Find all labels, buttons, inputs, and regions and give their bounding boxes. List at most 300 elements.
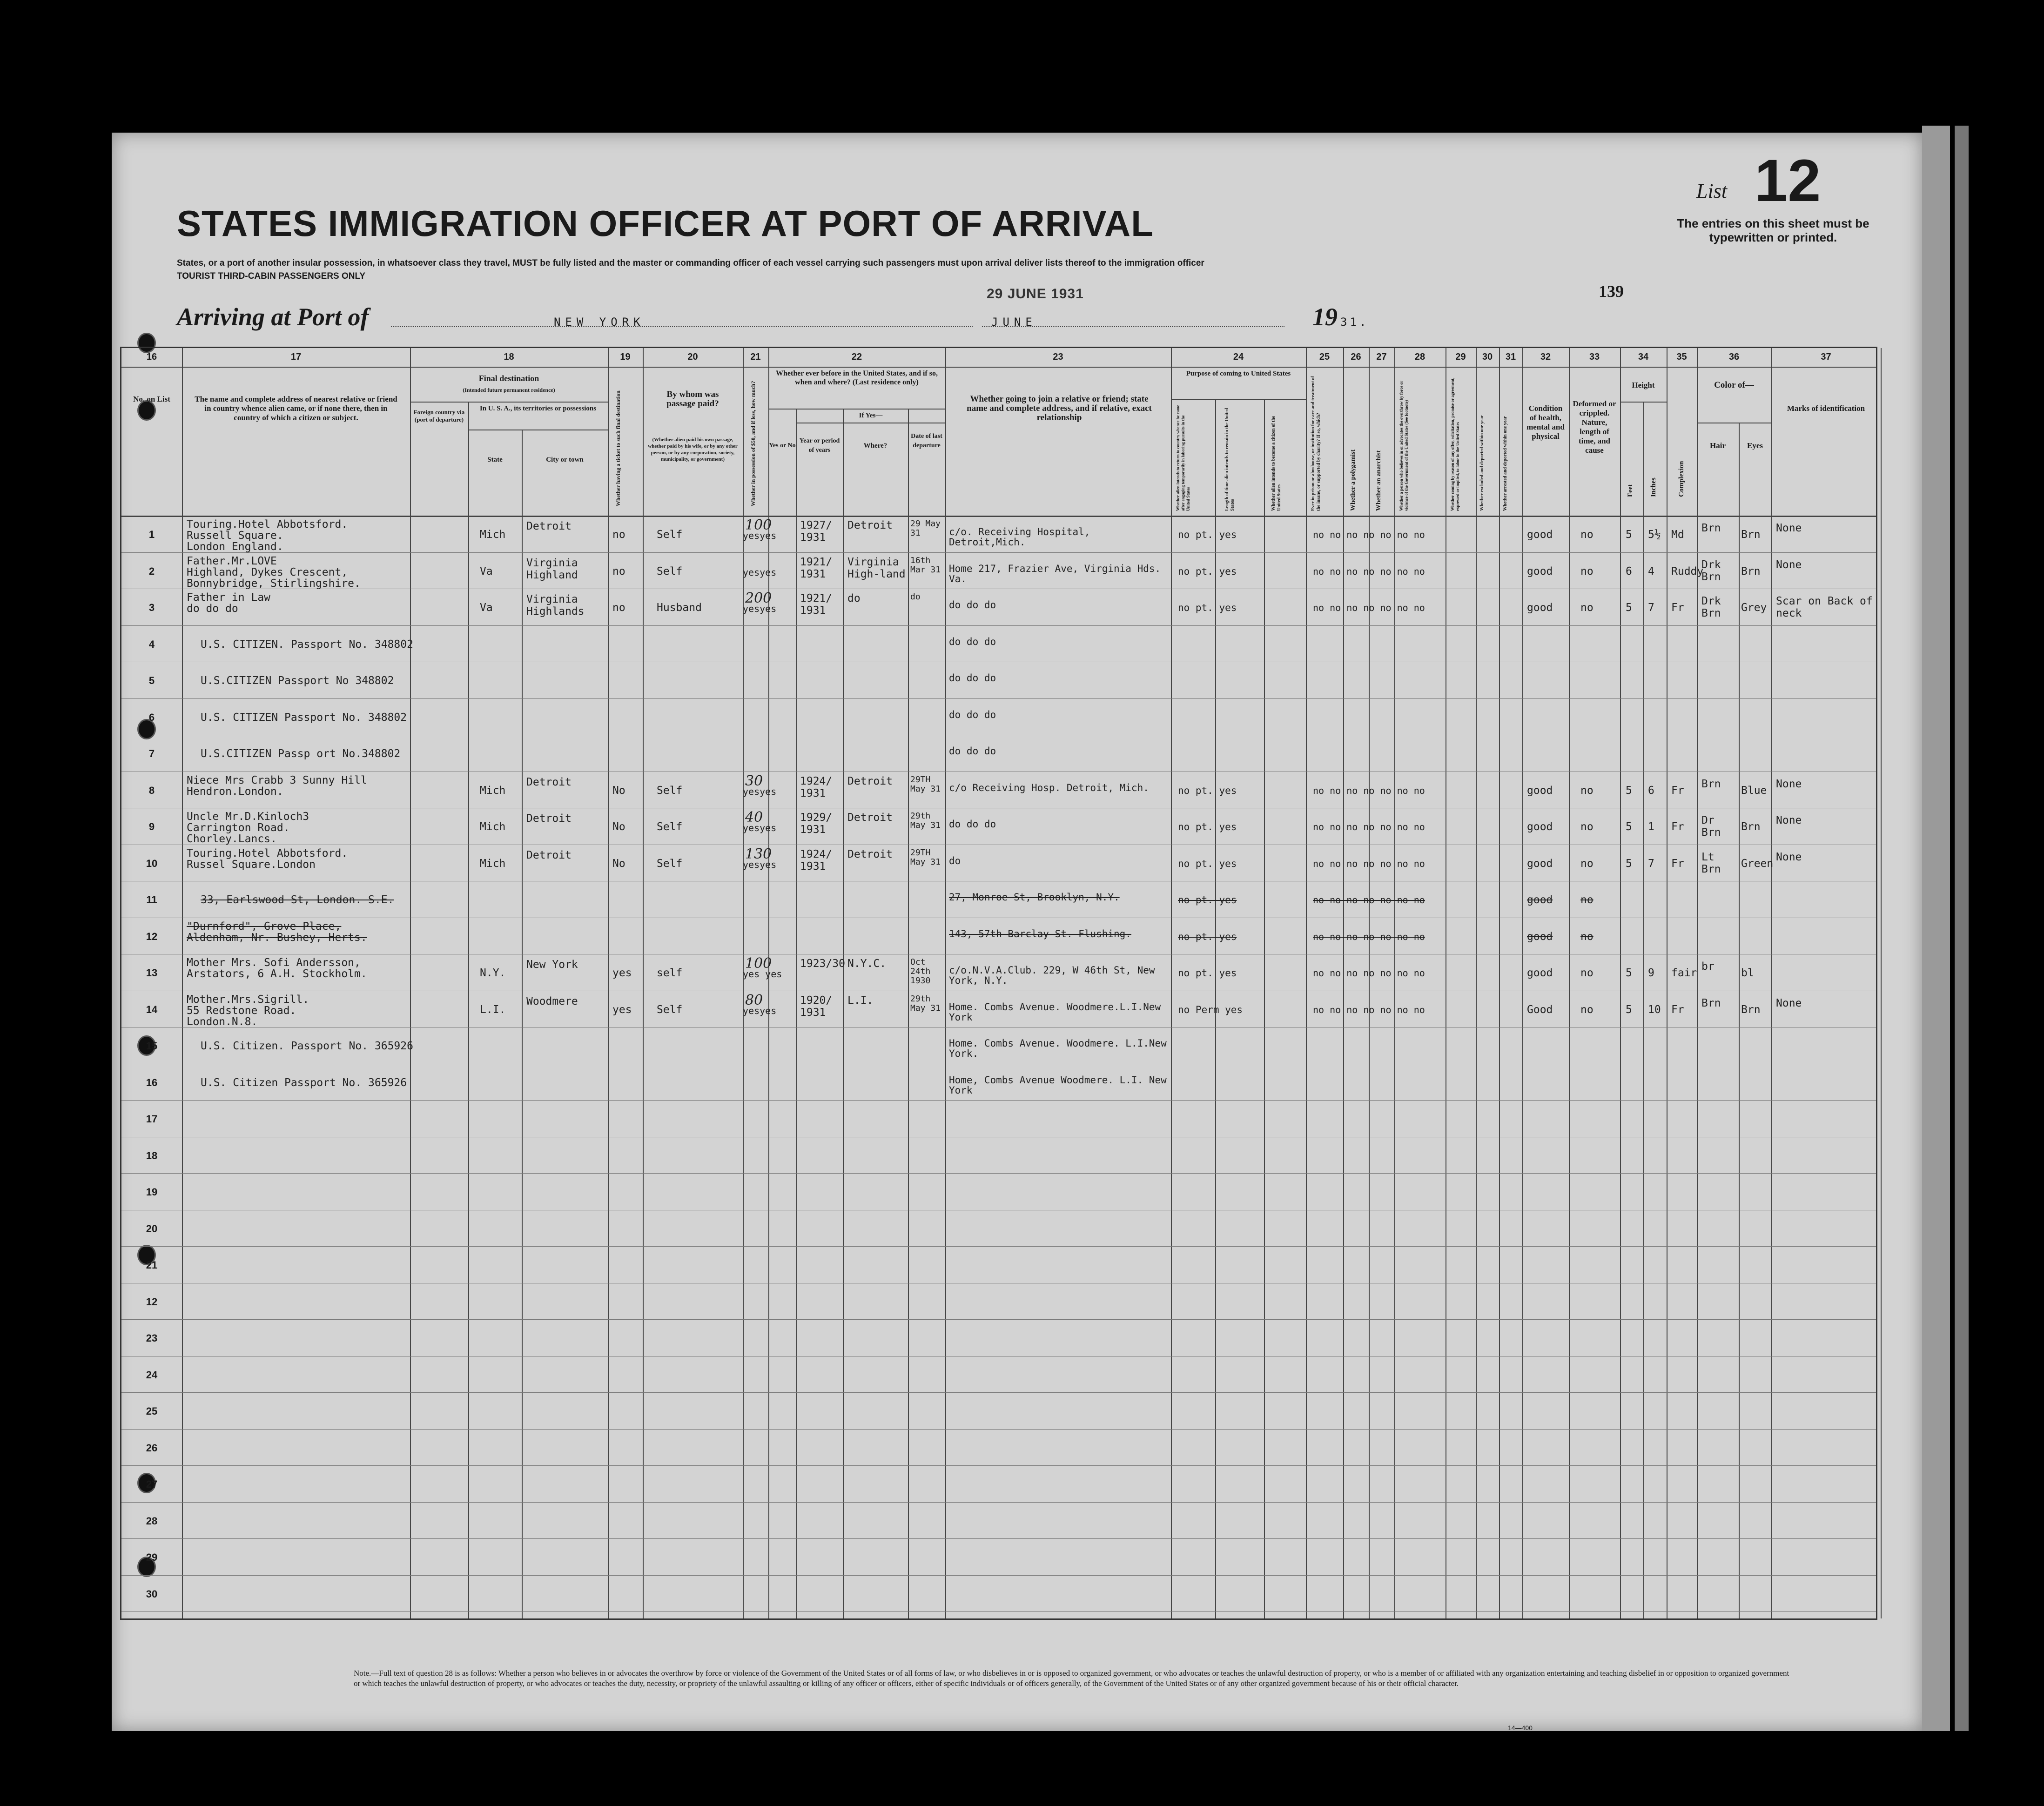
col-num-33: 33	[1589, 352, 1600, 362]
deformed-cell: no	[1580, 1003, 1594, 1016]
inches-cell: 7	[1648, 857, 1654, 870]
col-num-18: 18	[504, 352, 514, 362]
col-num-24: 24	[1233, 352, 1244, 362]
eyes-cell: Blue	[1741, 784, 1767, 797]
relative-address-line: Touring.Hotel Abbotsford.	[187, 847, 348, 859]
col-line	[608, 348, 609, 1618]
relative-address-line: U.S.CITIZEN Passp ort No.348802	[201, 748, 401, 760]
row-number: 29	[146, 1551, 158, 1563]
hdr-join-relative: Whether going to join a relative or friend; state name and complete address, and if relative, exact relationship	[967, 394, 1152, 423]
hdr-hair: Hair	[1710, 441, 1726, 450]
feet-cell: 5	[1626, 1003, 1632, 1016]
inches-cell: 9	[1648, 967, 1654, 979]
col-line	[643, 348, 644, 1618]
row-number: 11	[146, 894, 157, 906]
city-cell: New York	[526, 959, 578, 971]
relative-address-line: Uncle Mr.D.Kinloch3	[187, 811, 309, 823]
where-cell: L.I.	[847, 994, 874, 1007]
hair-cell: Lt Brn	[1701, 851, 1721, 875]
hdr-prison: Ever in prison or almshouse, or institution for care and treatment of the insane, or supported by charity? If so, which?	[1311, 376, 1321, 511]
yesno-cell: yesyes	[743, 603, 777, 614]
paid-cell: Husband	[657, 602, 702, 614]
year-cell: 1929/ 1931	[800, 812, 833, 836]
row-number: 18	[146, 1149, 158, 1161]
row-number: 12	[146, 1296, 158, 1308]
hdr-purpose-citizen: Whether alien intends to become a citizen of the United States	[1271, 416, 1282, 511]
ticket-cell: No	[612, 784, 625, 797]
deformed-cell: no	[1580, 857, 1594, 870]
col-line	[468, 402, 469, 1618]
row-rule	[121, 1575, 1876, 1576]
hdr-purpose-return: Whether alien intends to return to country whence he came after engaging temporarily in laboring pursuits in the United States	[1176, 405, 1190, 511]
col-num-32: 32	[1540, 352, 1551, 362]
yesno-cell: yesyes	[743, 530, 777, 541]
hdr-anarchist: Whether an anarchist	[1375, 450, 1382, 511]
complexion-cell: Fr	[1671, 1003, 1684, 1016]
marks-cell: None	[1776, 814, 1802, 826]
row-number: 24	[146, 1369, 158, 1381]
col-line	[908, 409, 909, 1618]
yesno-cell: yesyes	[743, 859, 777, 870]
hdr-year: Year or period of years	[799, 437, 840, 454]
row-number: 9	[148, 821, 155, 833]
marks-cell: None	[1776, 522, 1802, 534]
col-num-26: 26	[1351, 352, 1361, 362]
col-line	[1306, 348, 1307, 1618]
year-cell: 1921/ 1931	[800, 592, 833, 617]
marks-cell: Scar on Back of neck	[1776, 595, 1873, 619]
health-cell: good	[1527, 857, 1553, 870]
row-rule	[121, 1502, 1876, 1503]
relative-address-line: Russel Square.London	[187, 858, 316, 871]
join-relative-address: 27, Monroe St, Brooklyn, N.Y.	[949, 892, 1120, 903]
row-rule	[121, 698, 1876, 699]
page-edge-right-2	[1955, 126, 1969, 1731]
hdr-height: Height	[1632, 381, 1655, 389]
relative-address-line: London England.	[187, 541, 283, 553]
date-cell: do	[910, 592, 921, 602]
complexion-cell: Fr	[1671, 602, 1684, 614]
year-cell: 1921/ 1931	[800, 556, 833, 580]
where-cell: Detroit	[847, 812, 893, 824]
complexion-cell: Fr	[1671, 821, 1684, 833]
health-cell: good	[1527, 602, 1553, 614]
state-cell: Mich	[480, 821, 506, 833]
hdr-yes-no: Yes or No	[769, 442, 796, 449]
c24-cell: no pt. yes	[1178, 565, 1237, 577]
hdr-deformed: Deformed or crippled. Nature, length of time, and cause	[1573, 399, 1616, 455]
c25-31-cell: no no no no no no no	[1313, 821, 1425, 833]
row-number: 16	[146, 1076, 158, 1088]
hdr-complexion: Complexion	[1678, 461, 1685, 497]
year-prefix: 19	[1312, 303, 1338, 331]
join-relative-address: c/o. Receiving Hospital, Detroit,Mich.	[949, 526, 1090, 548]
where-cell: Virginia High-land	[847, 556, 906, 580]
join-relative-address: do do do	[949, 709, 996, 720]
c25-31-cell: no no no no no no no	[1313, 858, 1425, 869]
col-line	[1264, 399, 1265, 1618]
inches-cell: 4	[1648, 565, 1654, 577]
row-number: 13	[146, 967, 158, 979]
row-number: 21	[146, 1259, 158, 1271]
yesno-cell: yesyes	[743, 566, 777, 578]
c24-cell: no pt. yes	[1178, 894, 1237, 906]
deformed-cell: no	[1580, 930, 1594, 943]
col-line	[182, 348, 183, 1618]
relative-address-line: Niece Mrs Crabb 3 Sunny Hill	[187, 774, 367, 786]
hdr-money: Whether in possession of $50, and if less, how much?	[750, 381, 756, 506]
inches-cell: 6	[1648, 784, 1654, 797]
state-cell: Va	[480, 602, 493, 614]
year-cell: 1924/ 1931	[800, 848, 833, 873]
sub-rule	[1171, 399, 1306, 400]
month-value: JUNE	[991, 316, 1037, 329]
row-rule	[121, 1173, 1876, 1174]
eyes-cell: Brn	[1741, 565, 1761, 577]
join-relative-address: Home. Combs Avenue. Woodmere. L.I.New York.	[949, 1038, 1167, 1059]
paid-cell: Self	[657, 565, 683, 577]
c24-cell: no pt. yes	[1178, 931, 1237, 942]
deformed-cell: no	[1580, 784, 1594, 797]
ticket-cell: no	[612, 602, 625, 614]
col-num-25: 25	[1319, 352, 1330, 362]
deformed-cell: no	[1580, 967, 1594, 979]
where-cell: Detroit	[847, 848, 893, 860]
relative-address-line: London.N.8.	[187, 1015, 258, 1028]
c25-31-cell: no no no no no no no	[1313, 894, 1425, 906]
c25-31-cell: no no no no no no no	[1313, 1004, 1425, 1015]
c25-31-cell: no no no no no no no	[1313, 967, 1425, 979]
col-line	[1771, 348, 1772, 1618]
join-relative-address: Home. Combs Avenue. Woodmere.L.I.New York	[949, 1001, 1161, 1023]
col-line	[1739, 423, 1740, 1618]
inches-cell: 1	[1648, 821, 1654, 833]
col-num-31: 31	[1505, 352, 1516, 362]
col-line	[1499, 348, 1500, 1618]
health-cell: good	[1527, 894, 1553, 906]
hair-cell: Brn	[1701, 522, 1721, 534]
hdr-before-in-us: Whether ever before in the United States, and if so, when and where? (Last residence only)	[776, 369, 938, 386]
money-cell: 130	[745, 846, 772, 862]
hdr-arrested: Whether arrested and deported within one year	[1503, 416, 1508, 511]
eyes-cell: Green	[1741, 857, 1774, 870]
join-relative-address: do do do	[949, 819, 996, 830]
list-label: List	[1696, 180, 1728, 202]
col-num-22: 22	[851, 352, 862, 362]
hdr-ticket: Whether having a ticket to such final destination	[615, 390, 621, 506]
col-num-17: 17	[290, 352, 302, 362]
yesno-cell: yesyes	[743, 1005, 777, 1016]
relative-address-line: Aldenham, Nr. Bushey, Herts.	[187, 931, 367, 944]
city-cell: Detroit	[526, 812, 572, 825]
relative-address-line: Carrington Road.	[187, 822, 290, 834]
c24-cell: no pt. yes	[1178, 529, 1237, 540]
c24-cell: no pt. yes	[1178, 858, 1237, 869]
deformed-cell: no	[1580, 821, 1594, 833]
yesno-cell: yes yes	[743, 968, 782, 980]
state-cell: Mich	[480, 857, 506, 870]
city-cell: Detroit	[526, 520, 572, 532]
relative-address-line: Touring.Hotel Abbotsford.	[187, 518, 348, 530]
manifest-table	[120, 347, 1877, 1620]
row-number: 14	[146, 1003, 158, 1015]
hdr-color: Color of—	[1714, 380, 1754, 390]
col-line	[843, 409, 844, 1618]
hdr-city: City or town	[546, 456, 584, 463]
deformed-cell: no	[1580, 529, 1594, 541]
ticket-cell: No	[612, 857, 625, 870]
row-number: 30	[146, 1588, 158, 1600]
feet-cell: 5	[1626, 784, 1632, 797]
hair-cell: Dr Brn	[1701, 814, 1721, 839]
relative-address-line: Chorley.Lancs.	[187, 833, 277, 845]
city-cell: Virginia Highlands	[526, 593, 585, 618]
date-cell: 29th May 31	[910, 994, 941, 1013]
row-number: 1	[148, 529, 155, 540]
hdr-marks: Marks of identification	[1787, 404, 1865, 413]
row-rule	[121, 1246, 1876, 1247]
state-cell: Mich	[480, 784, 506, 797]
health-cell: good	[1527, 930, 1553, 943]
paid-cell: Self	[657, 784, 683, 797]
paid-cell: Self	[657, 529, 683, 541]
row-number: 8	[148, 784, 155, 796]
feet-cell: 5	[1626, 821, 1632, 833]
feet-cell: 6	[1626, 565, 1632, 577]
hdr-purpose-length: Length of time alien intends to remain in the United States	[1224, 408, 1235, 511]
marks-cell: None	[1776, 558, 1802, 571]
health-cell: Good	[1527, 1003, 1553, 1016]
where-cell: N.Y.C.	[847, 958, 887, 970]
feet-cell: 5	[1626, 857, 1632, 870]
yesno-cell: yesyes	[743, 786, 777, 797]
class-line: TOURIST THIRD-CABIN PASSENGERS ONLY	[177, 271, 366, 281]
year-cell: 1924/ 1931	[800, 775, 833, 799]
yesno-cell: yesyes	[743, 822, 777, 833]
relative-address-line: Highland, Dykes Crescent,	[187, 566, 348, 578]
date-cell: 29th May 31	[910, 811, 941, 830]
row-number: 19	[146, 1186, 158, 1198]
relative-address-line: 55 Redstone Road.	[187, 1004, 296, 1017]
date-cell: 29 May 31	[910, 519, 941, 538]
row-rule	[121, 1319, 1876, 1320]
c25-31-cell: no no no no no no no	[1313, 931, 1425, 942]
join-relative-address: do do do	[949, 636, 996, 647]
year-cell: 1927/ 1931	[800, 519, 833, 544]
relative-address-line: Arstators, 6 A.H. Stockholm.	[187, 968, 367, 980]
instructions-line: States, or a port of another insular possession, in whatsoever class they travel, MUST be fully listed and the master or commanding officer of each vessel carrying such passengers must upon arrival deliver lists thereof to the immigration officer	[177, 258, 1204, 268]
hdr-polygamist: Whether a polygamist	[1350, 450, 1357, 511]
complexion-cell: Fr	[1671, 784, 1684, 797]
date-cell: Oct 24th 1930	[910, 957, 931, 986]
form-code: 14—400	[1508, 1724, 1533, 1732]
hair-cell: Drk Brn	[1701, 595, 1721, 619]
header-top-rule	[121, 367, 1876, 368]
row-rule	[121, 1465, 1876, 1466]
paid-cell: self	[657, 967, 683, 979]
relative-address-line: Father in Law	[187, 591, 271, 604]
c24-cell: no pt. yes	[1178, 967, 1237, 979]
sub-rule	[410, 402, 608, 403]
relative-address-line: Bonnybridge, Stirlingshire.	[187, 577, 361, 590]
eyes-cell: bl	[1741, 967, 1754, 979]
row-number: 6	[148, 711, 155, 723]
city-cell: Detroit	[526, 776, 572, 788]
complexion-cell: Ruddy	[1671, 565, 1704, 577]
col-line	[1881, 348, 1882, 1618]
col-line	[1569, 348, 1570, 1618]
health-cell: good	[1527, 967, 1553, 979]
relative-address-line: U.S. CITIZEN. Passport No. 348802	[201, 638, 413, 651]
col-num-21: 21	[750, 352, 761, 362]
hdr-where: Where?	[863, 442, 888, 450]
col-num-16: 16	[146, 352, 157, 362]
row-number: 17	[146, 1113, 158, 1125]
hdr-labor-offer: Whether coming by reason of any offer, solicitation, promise or agreement, expressed or implied, to labor in the United States	[1450, 377, 1460, 511]
row-number: 12	[146, 930, 158, 942]
city-cell: Detroit	[526, 849, 572, 861]
col-line	[796, 409, 797, 1618]
col-num-37: 37	[1821, 352, 1831, 362]
relative-address-line: Mother Mrs. Sofi Andersson,	[187, 957, 361, 969]
year-cell: 1923/30	[800, 958, 845, 970]
page-edge-right	[1922, 126, 1950, 1731]
relative-address-line: Mother.Mrs.Sigrill.	[187, 993, 309, 1006]
col-num-35: 35	[1676, 352, 1687, 362]
date-cell: 29TH May 31	[910, 847, 941, 867]
date-stamp: 29 JUNE 1931	[987, 286, 1084, 302]
col-line	[1643, 402, 1644, 1618]
eyes-cell: Brn	[1741, 821, 1761, 833]
marks-cell: None	[1776, 997, 1802, 1009]
money-cell: 30	[745, 772, 763, 789]
money-cell: 40	[745, 809, 763, 826]
hdr-final-destination-sub: (Intended future permanent residence)	[463, 387, 555, 393]
row-number: 27	[146, 1478, 158, 1490]
page-title: STATES IMMIGRATION OFFICER AT PORT OF ARRIVAL	[177, 203, 1154, 244]
money-cell: 100	[745, 955, 772, 972]
sub-rule	[1620, 402, 1667, 403]
hdr-in-usa: In U. S. A., its territories or possessions	[479, 405, 597, 412]
hdr-passage-paid-sub: (Whether alien paid his own passage, whether paid by his wife, or by any other person, or by any corporation, society, municipality, or government)	[648, 437, 738, 462]
col-line	[522, 430, 523, 1618]
health-cell: good	[1527, 565, 1553, 577]
col-line	[1697, 348, 1698, 1618]
join-relative-address: do do do	[949, 599, 996, 611]
hdr-overthrow: Whether a person who believes in or advocates the overthrow by force or violence of the Government of the United States (See footnote)	[1399, 381, 1409, 511]
year-cell: 1920/ 1931	[800, 994, 833, 1019]
join-relative-address: c/o.N.V.A.Club. 229, W 46th St, New York, N.Y.	[949, 965, 1155, 986]
row-number: 7	[148, 748, 155, 759]
eyes-cell: Brn	[1741, 1003, 1761, 1016]
relative-address-line: U.S. Citizen Passport No. 365926	[201, 1076, 407, 1089]
row-number: 10	[146, 857, 158, 869]
hdr-eyes: Eyes	[1747, 441, 1763, 450]
c24-cell: no pt. yes	[1178, 602, 1237, 613]
relative-address-line: Hendron.London.	[187, 785, 283, 798]
hdr-excluded: Whether excluded and deported within one year	[1479, 415, 1485, 511]
paid-cell: Self	[657, 857, 683, 870]
eyes-cell: Grey	[1741, 602, 1767, 614]
row-number: 26	[146, 1442, 158, 1454]
arriving-label: Arriving at Port of	[177, 303, 369, 331]
city-cell: Woodmere	[526, 995, 578, 1007]
ticket-cell: yes	[612, 1003, 632, 1016]
col-line	[1171, 348, 1172, 1618]
ticket-cell: yes	[612, 967, 632, 979]
row-number: 20	[146, 1222, 158, 1235]
col-num-27: 27	[1376, 352, 1387, 362]
c25-31-cell: no no no no no no no	[1313, 529, 1425, 540]
feet-cell: 5	[1626, 602, 1632, 614]
marks-cell: None	[1776, 778, 1802, 790]
health-cell: good	[1527, 784, 1553, 797]
hair-cell: Drk Brn	[1701, 558, 1721, 583]
col-line	[1476, 348, 1477, 1618]
row-number: 3	[148, 602, 155, 613]
where-cell: do	[847, 592, 861, 604]
hair-cell: Brn	[1701, 997, 1721, 1009]
hdr-state: State	[487, 456, 503, 463]
hdr-if-yes: If Yes—	[859, 412, 883, 419]
state-cell: N.Y.	[480, 967, 506, 979]
row-rule	[121, 1611, 1876, 1612]
row-rule	[121, 552, 1876, 553]
footnote: Note.—Full text of question 28 is as follows: Whether a person who believes in or advocates the overthrow by force or violence of the Government of the United States or of all forms of law, or who disbelieves in or is opposed to organized government, or who advocates or teaches the unlawful destruction of property, or who is a member of or affiliated with any organization entertaining and teaching disbelief in or opposition to organized government or which teaches the unlawful destruction of property, or who advocates or teaches the duty, necessity, or propriety of the unlawful assaulting or killing of any officer or officers, either of specific individuals or of officers generally, of the Government of the United States or of any other organized government because of his or their official character.	[354, 1669, 1789, 1688]
row-number: 4	[148, 638, 155, 650]
c24-cell: no Perm yes	[1178, 1004, 1243, 1015]
deformed-cell: no	[1580, 565, 1594, 577]
year-suffix: 31.	[1340, 316, 1369, 329]
join-relative-address: do	[949, 855, 961, 866]
hdr-last-departure: Date of last departure	[911, 433, 942, 449]
complexion-cell: Md	[1671, 529, 1684, 541]
money-cell: 100	[745, 517, 772, 533]
row-number: 2	[148, 565, 155, 577]
hdr-inches: Inches	[1650, 477, 1657, 497]
col-num-20: 20	[687, 352, 698, 362]
hdr-health: Condition of health, mental and physical	[1526, 404, 1565, 441]
ticket-cell: No	[612, 821, 625, 833]
money-cell: 200	[745, 590, 772, 606]
row-number: 15	[146, 1040, 158, 1052]
join-relative-address: do do do	[949, 745, 996, 757]
feet-cell: 5	[1626, 967, 1632, 979]
relative-address-line: U.S.CITIZEN Passport No 348802	[201, 675, 394, 687]
hdr-feet: Feet	[1627, 484, 1634, 497]
c24-cell: no pt. yes	[1178, 821, 1237, 833]
state-cell: L.I.	[480, 1003, 506, 1016]
date-cell: 16th Mar 31	[910, 555, 941, 575]
inches-cell: 5½	[1648, 529, 1661, 541]
join-relative-address: Home 217, Frazier Ave, Virginia Hds. Va.	[949, 563, 1161, 584]
money-cell: 80	[745, 992, 763, 1008]
hdr-nearest-relative: The name and complete address of nearest relative or friend in country whence alien came, or if none there, then in country of which a citizen or subject.	[195, 395, 397, 422]
deformed-cell: no	[1580, 602, 1594, 614]
relative-address-line: do do do	[187, 603, 238, 615]
sheet-number: 139	[1599, 282, 1624, 301]
relative-address-line: U.S. Citizen. Passport No. 365926	[201, 1040, 413, 1052]
city-cell: Virginia Highland	[526, 557, 578, 581]
c24-cell: no pt. yes	[1178, 785, 1237, 796]
inches-cell: 7	[1648, 602, 1654, 614]
eyes-cell: Brn	[1741, 529, 1761, 541]
health-cell: good	[1527, 529, 1553, 541]
col-num-30: 30	[1482, 352, 1493, 362]
row-rule	[121, 1538, 1876, 1539]
hdr-no-on-list: No. on List	[133, 395, 170, 403]
port-underline	[391, 326, 973, 327]
